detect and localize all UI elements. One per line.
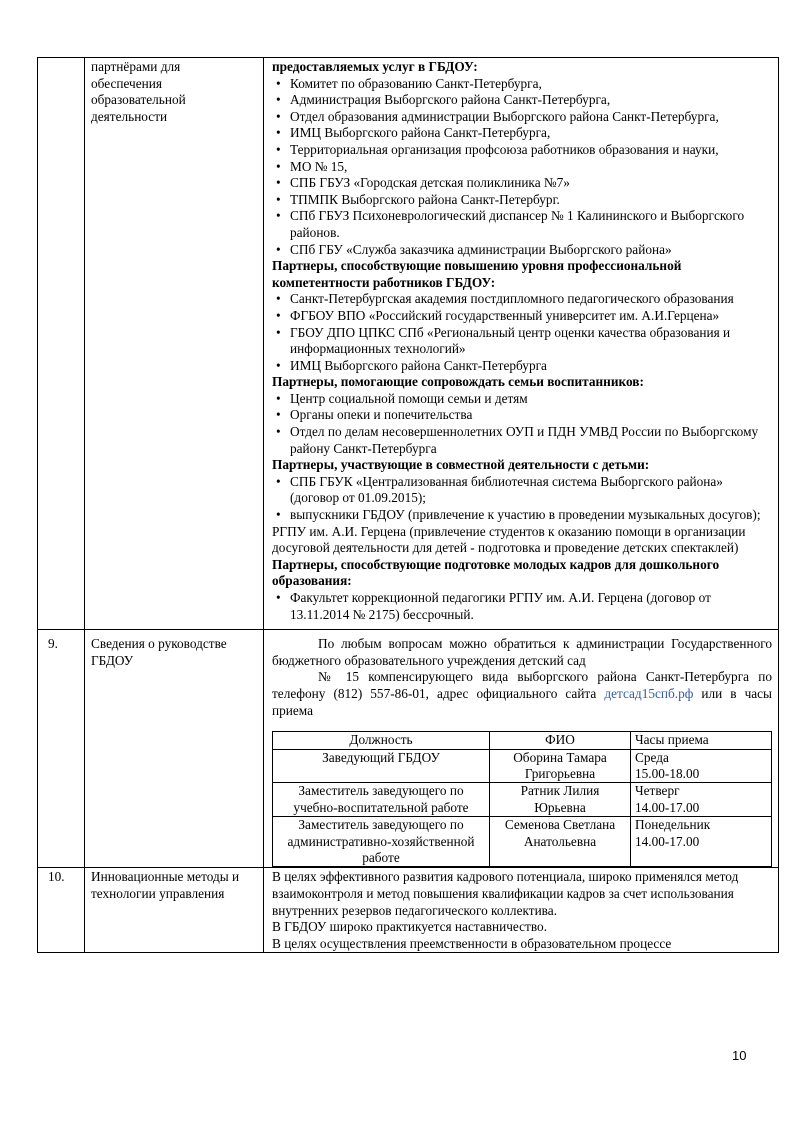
paragraph: По любым вопросам можно обратиться к администрации Государственного бюджетного образовательного учреждения детский сад — [272, 636, 772, 668]
hours-cell: Четверг 14.00-17.00 — [631, 783, 772, 817]
list-item: • СПБ ГБУЗ «Городская детская поликлиника №7» — [276, 175, 570, 191]
paragraph: № 15 компенсирующего вида выборгского района Санкт-Петербурга по телефону (812) 557-86-01, адрес официального сайта детсад15спб.рф или в часы приема — [272, 669, 772, 718]
hours-cell: Среда 15.00-18.00 — [631, 749, 772, 783]
bullet-mark: • — [276, 158, 281, 174]
list-item: • СПб ГБУ «Служба заказчика администрации Выборгского района» — [276, 241, 672, 257]
bullet-mark: • — [276, 208, 281, 224]
list-item: • Комитет по образованию Санкт-Петербурга, — [276, 75, 542, 91]
row-number: 9. — [48, 636, 58, 652]
section-heading: предоставляемых услуг в ГБДОУ: — [272, 59, 478, 74]
list-item: • ГБОУ ДПО ЦПКС СПб «Региональный центр оценки качества образования и информационных технологий» — [276, 324, 731, 357]
partners-list-families — [272, 391, 772, 457]
row-title-line: образовательной — [91, 92, 186, 108]
partners-list-young-staff — [272, 590, 772, 623]
table-row-10 — [38, 868, 779, 953]
name-cell: Оборина Тамара Григорьевна — [490, 749, 631, 783]
paragraph: В целях эффективного развития кадрового потенциала, широко применялся метод взаимоконтроля и метод повышения квалификации кадров за счет использования внутренних резервов педагогического коллектива. — [272, 869, 739, 918]
bullet-mark: • — [276, 108, 281, 124]
list-item: • ИМЦ Выборгского района Санкт-Петербурга — [276, 357, 547, 373]
table-header-row — [273, 732, 772, 749]
main-table — [37, 57, 779, 953]
list-item: • Отдел по делам несовершеннолетних ОУП и ПДН УМВД России по Выборгскому району Санкт-Петербурга — [276, 424, 759, 456]
position-cell: Заведующий ГБДОУ — [273, 749, 490, 783]
row-number-cell — [38, 630, 85, 868]
paragraph: В ГБДОУ широко практикуется наставничество. — [272, 919, 548, 935]
bullet-mark: • — [276, 307, 281, 323]
row-title-line: партнёрами для — [91, 59, 181, 74]
name-cell: Ратник Лилия Юрьевна — [490, 783, 631, 817]
bullet-mark: • — [276, 590, 281, 605]
page-number: 10 — [732, 1048, 747, 1063]
list-item: • ТПМПК Выборгского района Санкт-Петербург. — [276, 191, 560, 207]
reception-hours-table — [272, 731, 772, 867]
hours-cell: Понедельник 14.00-17.00 — [631, 817, 772, 867]
list-item: • СПБ ГБУК «Централизованная библиотечная система Выборгского района» (договор от 01.09.2015); — [276, 473, 723, 506]
list-item: • МО № 15, — [276, 158, 348, 174]
website-link[interactable]: детсад15спб.рф — [604, 685, 694, 701]
bullet-mark: • — [276, 357, 281, 373]
bullet-mark: • — [276, 241, 281, 257]
bullet-mark: • — [276, 324, 281, 340]
bullet-mark: • — [276, 125, 281, 141]
list-item: • ИМЦ Выборгского района Санкт-Петербурга, — [276, 125, 551, 141]
section-heading: Партнеры, помогающие сопровождать семьи воспитанников: — [272, 374, 644, 390]
list-item: • Отдел образования администрации Выборгского района Санкт-Петербурга, — [276, 108, 719, 124]
table-row — [273, 749, 772, 783]
position-cell: Заместитель заведующего по учебно-воспитательной работе — [273, 783, 490, 817]
section-heading: Партнеры, участвующие в совместной деятельности с детьми: — [272, 457, 650, 473]
row-content-cell — [264, 58, 779, 630]
bullet-mark: • — [276, 390, 281, 406]
partners-list-professional — [272, 291, 772, 374]
row-title: Сведения о руководстве ГБДОУ — [91, 636, 227, 668]
list-item: • ФГБОУ ВПО «Российский государственный университет им. А.И.Герцена» — [276, 307, 720, 323]
position-cell: Заместитель заведующего по административно-хозяйственной работе — [273, 817, 490, 867]
column-header: Часы приема — [631, 732, 772, 749]
table-row-9 — [38, 630, 779, 868]
table-row — [273, 817, 772, 867]
name-cell: Семенова Светлана Анатольевна — [490, 817, 631, 867]
partners-list-services — [272, 76, 772, 259]
bullet-mark: • — [276, 175, 281, 191]
bullet-mark: • — [276, 507, 281, 523]
list-item: • Органы опеки и попечительства — [276, 407, 473, 423]
list-item: • Санкт-Петербургская академия постдипломного педагогического образования — [276, 291, 734, 307]
row-number: 10. — [48, 869, 65, 885]
list-item: • Территориальная организация профсоюза работников образования и науки, — [276, 141, 719, 157]
row-title-line: деятельности — [91, 108, 168, 124]
bullet-mark: • — [276, 75, 281, 91]
row-title-line: обеспечения — [91, 75, 162, 91]
table-row — [273, 783, 772, 817]
list-item: • СПб ГБУЗ Психоневрологический диспансер № 1 Калининского и Выборгского районов. — [276, 208, 745, 240]
section-heading: Партнеры, способствующие повышению уровня профессиональной компетентности работников ГБДОУ: — [272, 258, 682, 290]
row-content-cell — [264, 630, 779, 868]
row-number-cell — [38, 58, 85, 630]
bullet-mark: • — [276, 141, 281, 157]
section-heading: Партнеры, способствующие подготовке молодых кадров для дошкольного образования: — [272, 556, 720, 589]
column-header: ФИО — [490, 732, 631, 749]
row-content-cell — [264, 868, 779, 953]
row-title: Инновационные методы и технологии управления — [91, 869, 240, 901]
bullet-mark: • — [276, 191, 281, 207]
paragraph: РГПУ им. А.И. Герцена (привлечение студентов к оказанию помощи в организации досуговой деятельности для детей - подготовка и проведение детских спектаклей) — [272, 523, 746, 556]
list-item: • Центр социальной помощи семьи и детям — [276, 390, 528, 406]
column-header: Должность — [273, 732, 490, 749]
table-row-partners — [38, 58, 779, 630]
bullet-mark: • — [276, 424, 281, 440]
list-item: • Факультет коррекционной педагогики РГПУ им. А.И. Герцена (договор от 13.11.2014 № 2175) бессрочный. — [276, 590, 711, 622]
bullet-mark: • — [276, 291, 281, 307]
list-item: • Администрация Выборгского района Санкт-Петербурга, — [276, 92, 611, 108]
row-title-cell — [85, 868, 264, 953]
paragraph: В целях осуществления преемственности в образовательном процессе — [272, 935, 672, 951]
row-title-cell — [85, 630, 264, 868]
bullet-mark: • — [276, 473, 281, 489]
bullet-mark: • — [276, 407, 281, 423]
bullet-mark: • — [276, 92, 281, 108]
row-title-cell — [85, 58, 264, 630]
row-number-cell — [38, 868, 85, 953]
list-item: • выпускники ГБДОУ (привлечение к участию в проведении музыкальных досугов); — [276, 507, 761, 523]
partners-list-children — [272, 474, 772, 524]
